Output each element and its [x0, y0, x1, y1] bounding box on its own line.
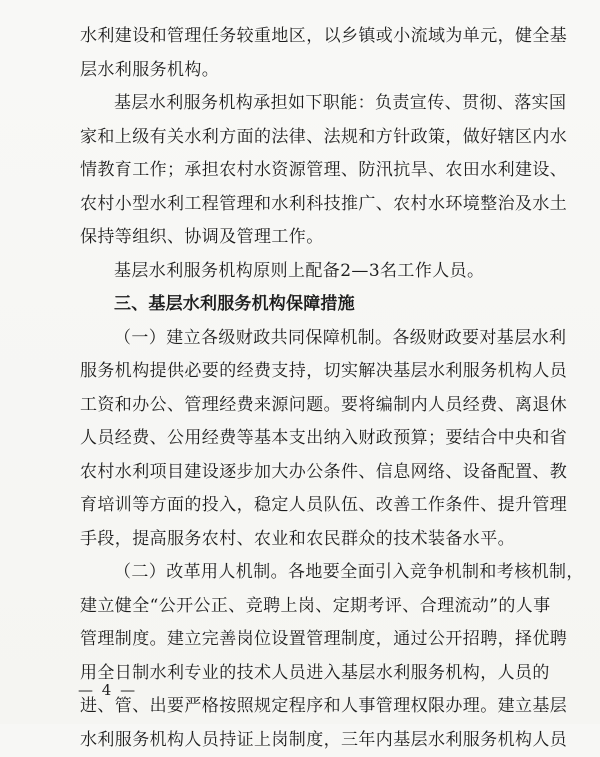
paragraph-line: 基层水利服务机构原则上配备2—3名工作人员。 [80, 255, 540, 289]
paragraph-line: 管理制度。建立完善岗位设置管理制度，通过公开招聘，择优聘 [80, 623, 540, 657]
paragraph-line: 建立健全“公开公正、竞聘上岗、定期考评、合理流动”的人事 [80, 590, 540, 624]
paragraph-line: 工资和办公、管理经费来源问题。要将编制内人员经费、离退休 [80, 389, 540, 423]
section-heading: 三、基层水利服务机构保障措施 [80, 288, 540, 322]
paragraph-line: 手段，提高服务农村、农业和农民群众的技术装备水平。 [80, 523, 540, 557]
paragraph-line: 育培训等方面的投入，稳定人员队伍、改善工作条件、提升管理 [80, 489, 540, 523]
paragraph-line: 保持等组织、协调及管理工作。 [80, 221, 540, 255]
paragraph-line: 用全日制水利专业的技术人员进入基层水利服务机构，人员的 [80, 657, 540, 691]
paragraph-line: 层水利服务机构。 [80, 54, 540, 88]
paragraph-line: 家和上级有关水利方面的法律、法规和方针政策，做好辖区内水 [80, 121, 540, 155]
paragraph-line: 人员经费、公用经费等基本支出纳入财政预算；要结合中央和省 [80, 422, 540, 456]
paragraph-line: 进、管、出要严格按照规定程序和人事管理权限办理。建立基层 [80, 690, 540, 724]
paragraph-line: 农村水利项目建设逐步加大办公条件、信息网络、设备配置、教 [80, 456, 540, 490]
paragraph-line: 水利服务机构人员持证上岗制度，三年内基层水利服务机构人员 [80, 724, 540, 757]
paragraph-line: 水利建设和管理任务较重地区，以乡镇或小流域为单元，健全基 [80, 20, 540, 54]
paragraph-line: 基层水利服务机构承担如下职能：负责宣传、贯彻、落实国 [80, 87, 540, 121]
paragraph-line: 农村小型水利工程管理和水利科技推广、农村水环境整治及水土 [80, 188, 540, 222]
document-body [80, 20, 540, 757]
paragraph-line: （一）建立各级财政共同保障机制。各级财政要对基层水利 [80, 322, 540, 356]
paragraph-line: （二）改革用人机制。各地要全面引入竞争机制和考核机制， [80, 556, 540, 590]
paragraph-line: 情教育工作；承担农村水资源管理、防汛抗旱、农田水利建设、 [80, 154, 540, 188]
paragraph-line: 服务机构提供必要的经费支持，切实解决基层水利服务机构人员 [80, 355, 540, 389]
page-number: — 4 — [78, 681, 137, 699]
